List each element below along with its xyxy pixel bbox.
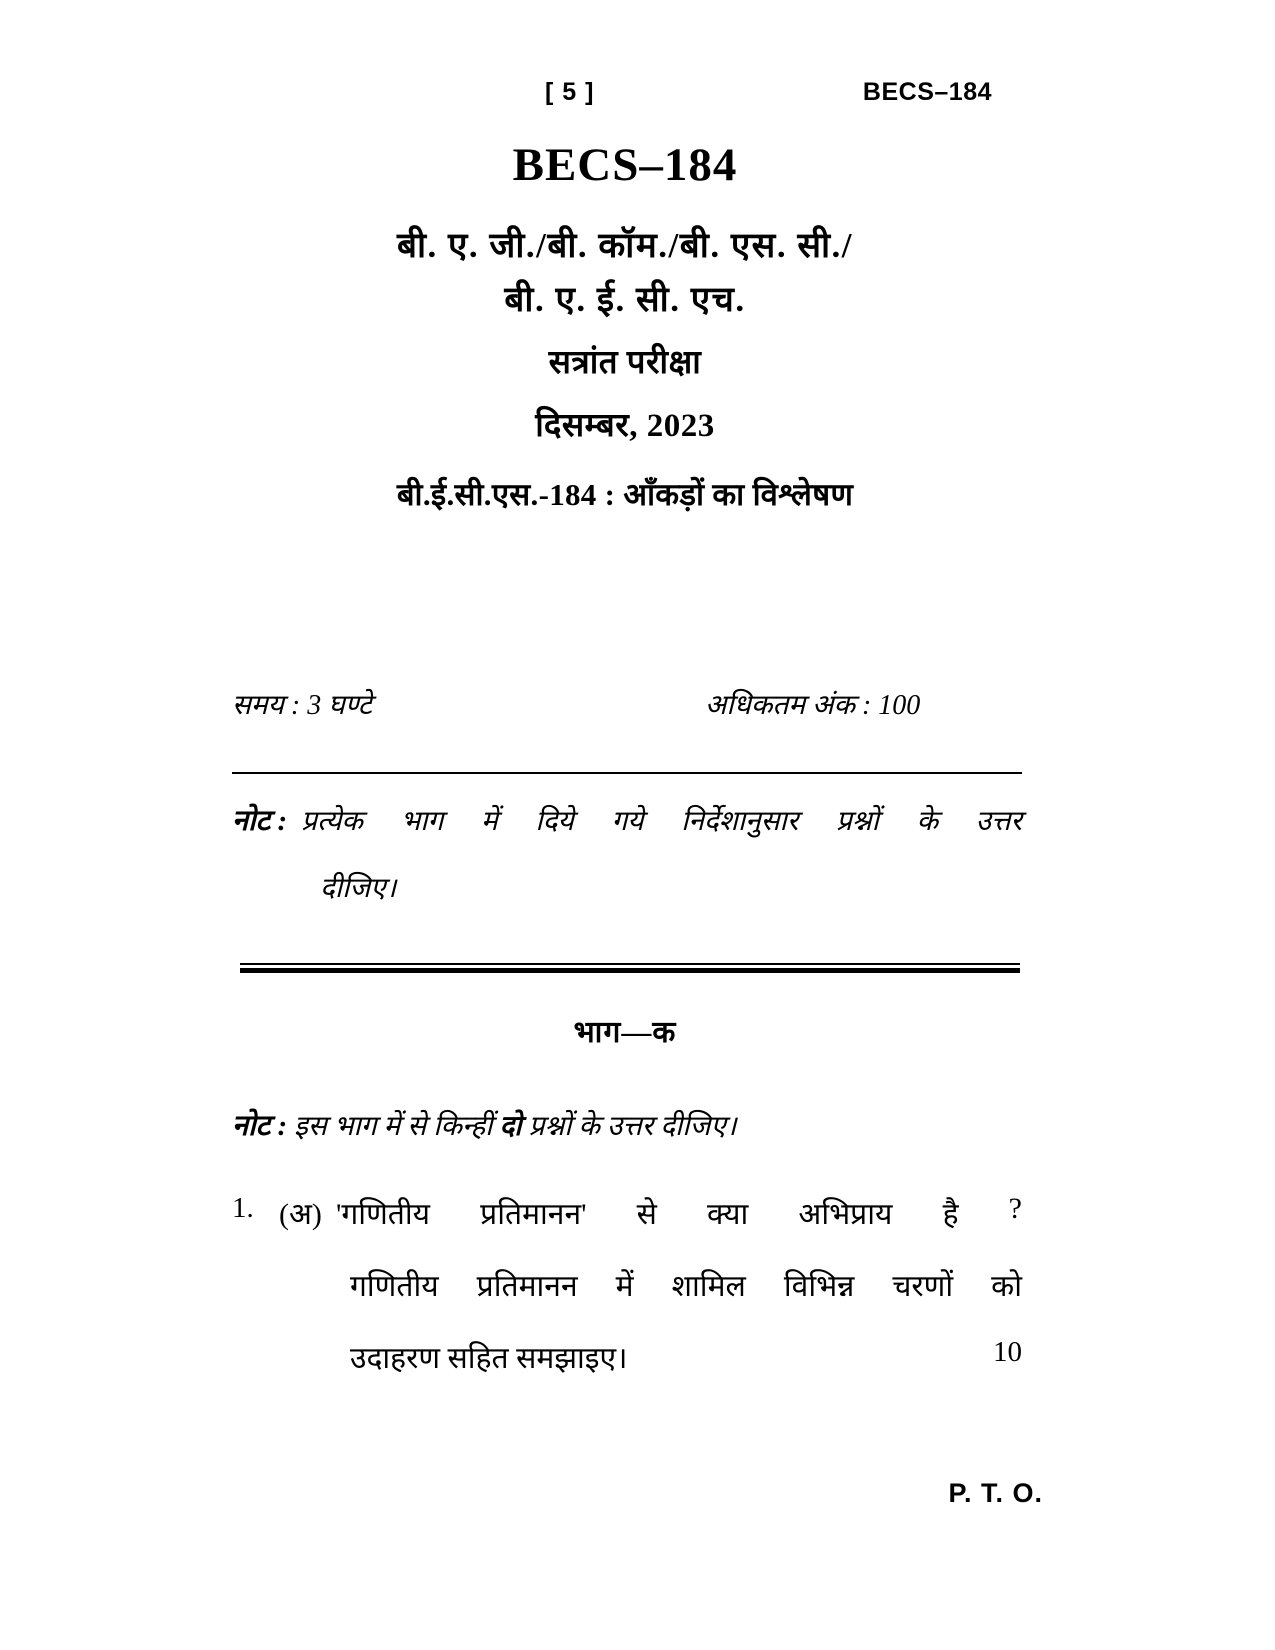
question-number: 1. [232,1192,254,1224]
text-word: शामिल [671,1270,746,1303]
text-word: 'गणितीय [336,1198,431,1231]
question-1-text-line-3: उदाहरण सहित समझाइए। [350,1342,628,1375]
question-1-line-2 [232,1264,1022,1336]
text-word: उत्तर [975,806,1022,837]
question-1-line-1 [232,1192,1022,1264]
degree-line-1: बी. ए. जी./बी. कॉम./बी. एस. सी./ [396,226,854,266]
text-word: को [991,1270,1022,1303]
text-word: भाग [400,806,444,837]
text-word: निर्देशानुसार [681,806,799,837]
text-word: दिये [535,806,574,837]
separator-rule-thin [240,963,1020,965]
question-1-text-line-2 [350,1264,1022,1305]
part-note-label: नोट : [232,1110,288,1142]
separator-rule-thick [240,968,1020,973]
text-word: गणितीय [350,1270,439,1303]
header-divider-rule [232,772,1022,774]
degree-line-2: बी. ए. ई. सी. एच. [504,279,746,319]
question-1 [232,1192,1022,1408]
subject-line: बी.ई.सी.एस.-184 : आँकड़ों का विश्लेषण [396,477,854,513]
title-block [235,138,1015,519]
general-note-label: नोट : [232,805,288,837]
general-note-text [301,801,1022,839]
part-note-emphasis: दो [499,1111,522,1142]
text-word: क्या [707,1198,749,1231]
text-word: विभिन्न [783,1270,855,1303]
question-subpart-label: (अ) [279,1198,322,1231]
part-note [232,1105,1032,1144]
general-note-line-2: दीजिए। [320,873,397,904]
general-note-block [232,800,1022,920]
general-note-line-1 [232,800,1022,839]
text-word: में [480,806,498,837]
running-header [0,78,1275,112]
part-heading: भाग—क [573,1016,677,1049]
exam-meta-row [232,685,1022,725]
question-1-line-3 [232,1336,1022,1408]
text-word: में [615,1270,634,1303]
text-word: है [942,1198,959,1231]
exam-date: दिसम्बर, 2023 [535,407,715,444]
page-turn-over-note: P. T. O. [948,1478,1043,1508]
text-word: के [916,806,939,837]
text-word: प्रतिमानन [476,1270,578,1303]
exam-duration: समय : 3 घण्टे [232,690,372,721]
text-word: प्रत्येक [301,806,363,837]
text-word: चरणों [892,1270,954,1303]
paper-code-title: BECS–184 [512,139,738,191]
page-number: [ 5 ] [545,78,595,106]
question-1-text-line-1 [336,1192,1022,1233]
exam-max-marks: अधिकतम अंक : 100 [705,690,921,721]
exam-name: सत्रांत परीक्षा [548,344,702,381]
text-word: अभिप्राय [798,1198,893,1231]
text-word: प्रश्नों [835,806,879,837]
part-note-text: इस भाग में से किन्हीं दो प्रश्नों के उत्तर दीजिए। [287,1111,737,1142]
text-word: ? [1008,1192,1022,1225]
text-word: प्रतिमानन' [480,1198,587,1231]
text-word: से [636,1198,657,1231]
header-course-code: BECS–184 [862,78,992,106]
text-word: गये [611,806,644,837]
part-separator-rule [240,963,1020,971]
question-1-marks: 10 [993,1336,1022,1368]
